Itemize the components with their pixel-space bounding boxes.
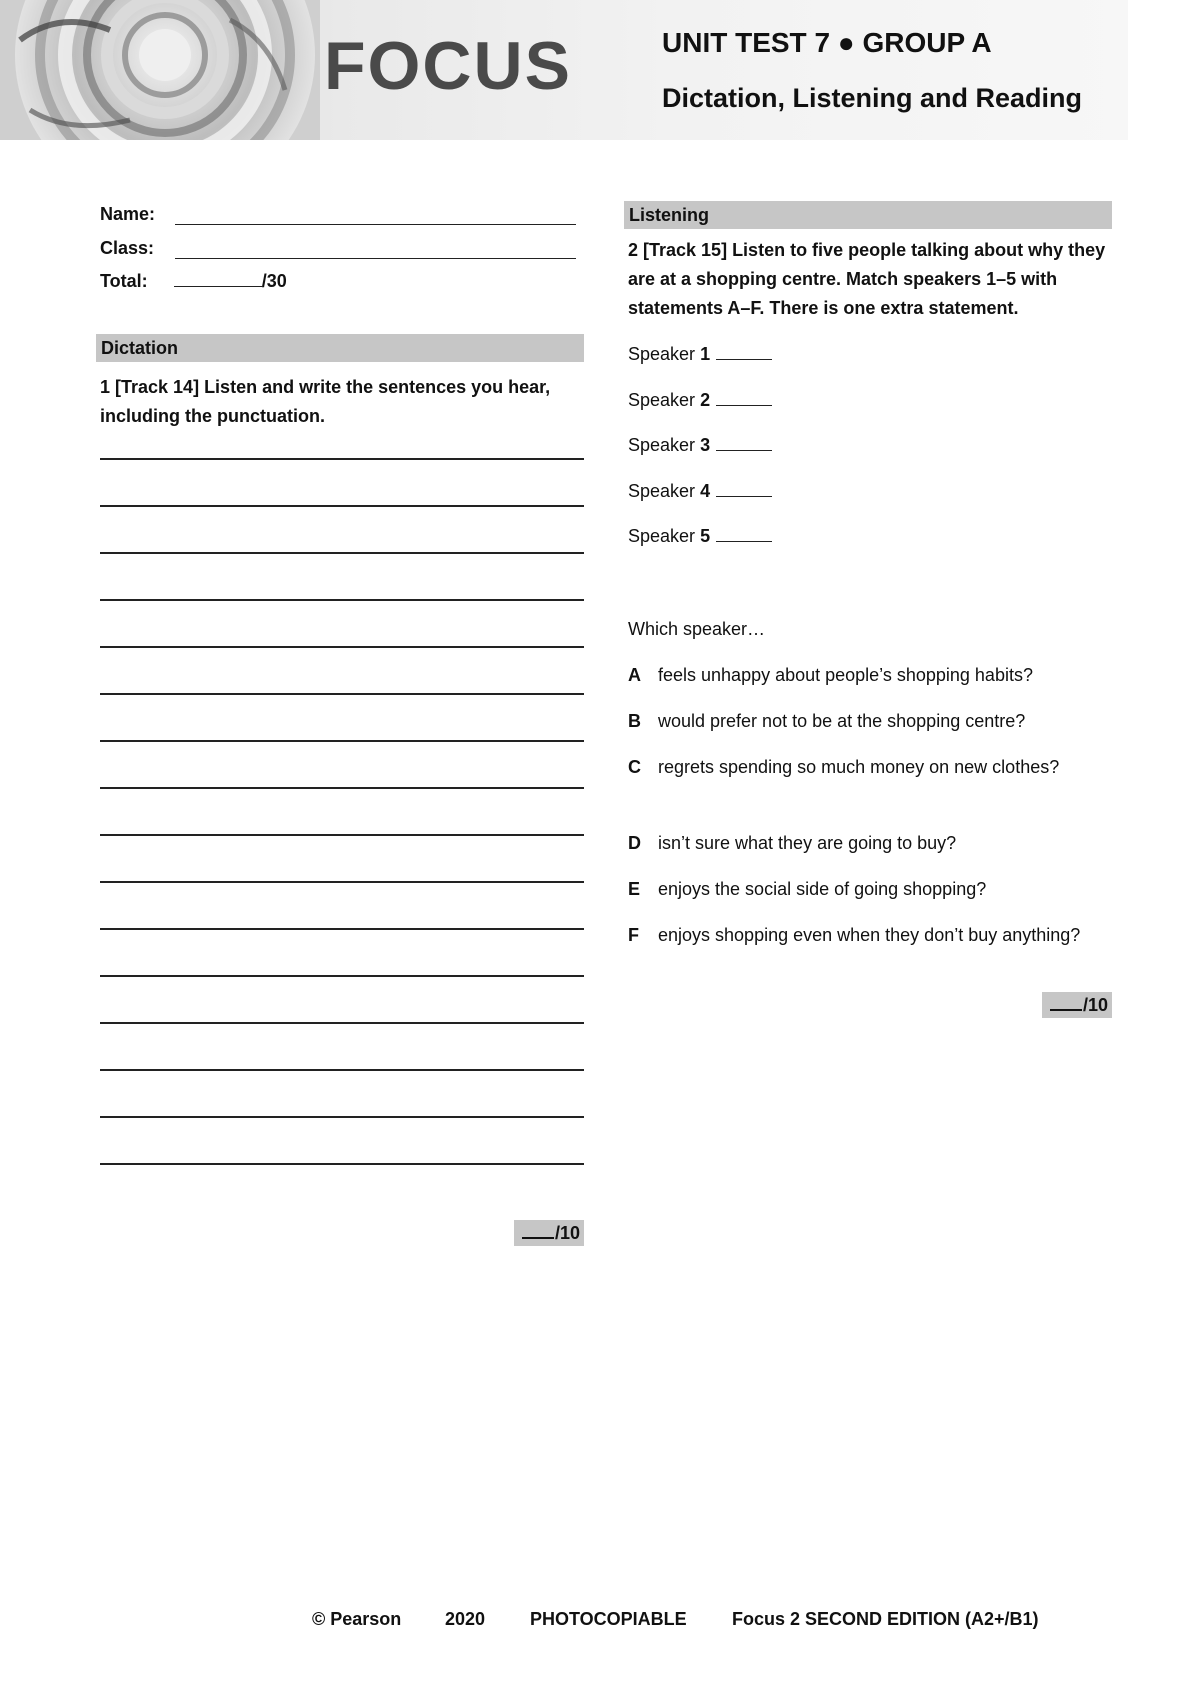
answer-line[interactable] bbox=[100, 834, 584, 836]
listening-score bbox=[1042, 992, 1112, 1018]
speaker-row bbox=[628, 479, 772, 503]
dictation-score-blank[interactable] bbox=[522, 1221, 554, 1239]
speaker-number: 5 bbox=[700, 526, 711, 546]
statement-item bbox=[628, 752, 1098, 782]
dictation-score-max: /10 bbox=[554, 1223, 580, 1243]
speaker-number: 1 bbox=[700, 344, 711, 364]
answer-line[interactable] bbox=[100, 928, 584, 930]
statement-item bbox=[628, 706, 1098, 736]
header-banner bbox=[0, 0, 1128, 140]
statement-letter: B bbox=[628, 711, 641, 731]
statement-text: feels unhappy about people’s shopping habits? bbox=[658, 665, 1033, 685]
statement-item bbox=[628, 920, 1098, 950]
unit-title: UNIT TEST 7 ● GROUP A bbox=[662, 27, 992, 58]
footer-edition: Focus 2 SECOND EDITION (A2+/B1) bbox=[732, 1609, 1039, 1629]
dictation-score bbox=[514, 1220, 584, 1246]
statement-letter: A bbox=[628, 665, 641, 685]
total-max: /30 bbox=[261, 271, 287, 291]
speaker-label: Speaker bbox=[628, 389, 696, 410]
answer-line[interactable] bbox=[100, 1022, 584, 1024]
statement-letter: C bbox=[628, 757, 641, 777]
answer-line[interactable] bbox=[100, 599, 584, 601]
test-subtitle: Dictation, Listening and Reading bbox=[662, 83, 1083, 113]
speaker-label: Speaker bbox=[628, 344, 696, 364]
focus-logo: FOCUS bbox=[324, 28, 572, 104]
swirl-graphic bbox=[0, 0, 320, 140]
speaker-answer-blank[interactable] bbox=[716, 527, 772, 542]
speaker-row bbox=[628, 524, 772, 548]
answer-line[interactable] bbox=[100, 552, 584, 554]
total-field[interactable] bbox=[174, 272, 262, 287]
answer-line[interactable] bbox=[100, 505, 584, 507]
dictation-instruction: 1 [Track 14] Listen and write the sentences you hear, including the punctuation. bbox=[100, 377, 551, 426]
listening-score-max: /10 bbox=[1082, 995, 1108, 1015]
speaker-number: 3 bbox=[700, 435, 711, 455]
statement-letter: F bbox=[628, 925, 639, 945]
statement-text: would prefer not to be at the shopping centre? bbox=[658, 711, 1026, 731]
answer-line[interactable] bbox=[100, 1163, 584, 1165]
answer-line[interactable] bbox=[100, 975, 584, 977]
listening-instruction: 2 [Track 15] Listen to five people talking about why they are at a shopping centre. Match speakers 1–5 with statements A–F. There is one extra statement. bbox=[628, 240, 1106, 318]
statement-letter: D bbox=[628, 833, 641, 853]
speaker-number: 2 bbox=[700, 389, 711, 410]
which-speaker-prompt: Which speaker… bbox=[628, 619, 766, 639]
answer-line[interactable] bbox=[100, 1069, 584, 1071]
answer-line[interactable] bbox=[100, 458, 584, 460]
answer-line[interactable] bbox=[100, 740, 584, 742]
total-label: Total: bbox=[100, 271, 148, 291]
statement-text: enjoys the social side of going shopping? bbox=[658, 879, 987, 899]
speaker-label: Speaker bbox=[628, 526, 696, 546]
class-field[interactable] bbox=[175, 258, 576, 259]
speaker-answer-blank[interactable] bbox=[716, 345, 772, 360]
name-field[interactable] bbox=[175, 224, 576, 225]
statement-item bbox=[628, 874, 1098, 904]
answer-line[interactable] bbox=[100, 881, 584, 883]
speaker-answer-blank[interactable] bbox=[716, 482, 772, 497]
speaker-row bbox=[628, 388, 772, 412]
speaker-answer-blank[interactable] bbox=[716, 391, 772, 406]
statement-text: regrets spending so much money on new clothes? bbox=[658, 757, 1060, 777]
answer-line[interactable] bbox=[100, 1116, 584, 1118]
total-row bbox=[100, 271, 287, 292]
speaker-label: Speaker bbox=[628, 435, 696, 455]
listening-score-blank[interactable] bbox=[1050, 993, 1082, 1011]
name-label: Name: bbox=[100, 204, 156, 224]
statement-text: enjoys shopping even when they don’t buy anything? bbox=[658, 925, 1081, 945]
speaker-row bbox=[628, 342, 772, 366]
answer-line[interactable] bbox=[100, 787, 584, 789]
speaker-answer-blank[interactable] bbox=[716, 436, 772, 451]
dictation-heading: Dictation bbox=[96, 334, 584, 362]
footer-year: 2020 bbox=[445, 1609, 486, 1629]
statement-text: isn’t sure what they are going to buy? bbox=[658, 833, 957, 853]
answer-line[interactable] bbox=[100, 646, 584, 648]
speaker-number: 4 bbox=[700, 480, 711, 501]
answer-line[interactable] bbox=[100, 693, 584, 695]
listening-heading: Listening bbox=[624, 201, 1112, 229]
statement-item bbox=[628, 660, 1098, 690]
speaker-row bbox=[628, 433, 772, 457]
statement-letter: E bbox=[628, 879, 641, 899]
statement-item bbox=[628, 828, 1098, 858]
footer-copyright: © Pearson bbox=[312, 1609, 402, 1629]
class-label: Class: bbox=[100, 238, 155, 258]
speaker-label: Speaker bbox=[628, 480, 696, 501]
footer-photocopiable: PHOTOCOPIABLE bbox=[530, 1609, 687, 1629]
